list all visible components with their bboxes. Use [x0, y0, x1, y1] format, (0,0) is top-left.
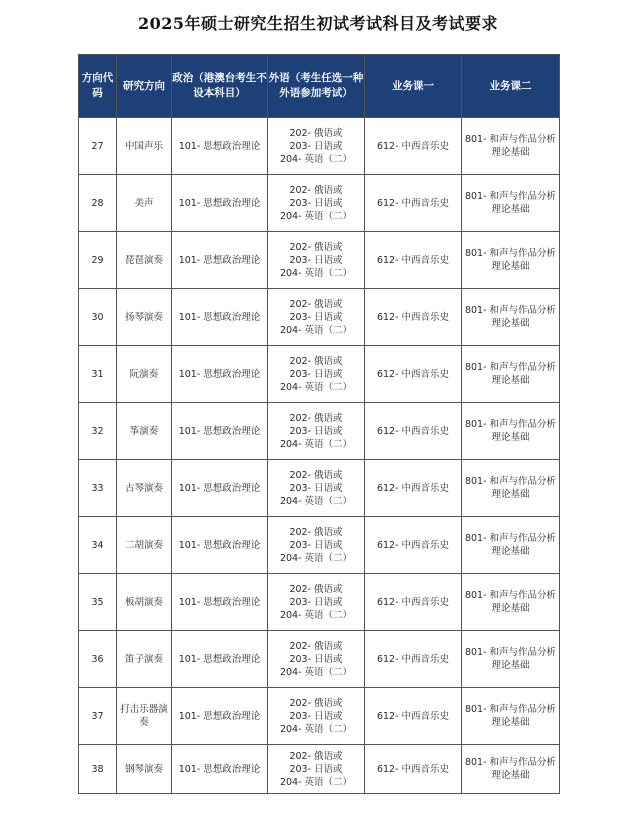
cell-politics: 101- 思想政治理论	[172, 688, 268, 745]
language-options	[280, 640, 352, 679]
table-row	[79, 517, 560, 574]
language-option: 203- 日语或	[289, 763, 343, 775]
table-row	[79, 175, 560, 232]
language-options	[280, 184, 352, 223]
language-options	[280, 526, 352, 565]
cell-language	[268, 289, 365, 346]
cell-code: 30	[79, 289, 117, 346]
table-body	[79, 118, 560, 794]
language-option: 202- 俄语或	[289, 583, 343, 595]
table-row	[79, 631, 560, 688]
language-option: 202- 俄语或	[289, 469, 343, 481]
language-options	[280, 127, 352, 166]
language-options	[280, 355, 352, 394]
cell-politics: 101- 思想政治理论	[172, 118, 268, 175]
language-option: 203- 日语或	[289, 311, 343, 323]
language-option: 204- 英语（二）	[279, 267, 353, 279]
header-professional-two: 业务课二	[462, 55, 560, 118]
language-option: 202- 俄语或	[289, 412, 343, 424]
cell-professional-two: 801- 和声与作品分析理论基础	[462, 175, 560, 232]
cell-politics: 101- 思想政治理论	[172, 745, 268, 794]
language-option: 203- 日语或	[289, 653, 343, 665]
cell-professional-one: 612- 中西音乐史	[365, 289, 462, 346]
cell-politics: 101- 思想政治理论	[172, 289, 268, 346]
language-option: 203- 日语或	[289, 596, 343, 608]
cell-professional-one: 612- 中西音乐史	[365, 460, 462, 517]
cell-code: 37	[79, 688, 117, 745]
cell-direction: 打击乐器演奏	[117, 688, 172, 745]
language-option: 202- 俄语或	[289, 697, 343, 709]
language-options	[280, 583, 352, 622]
table-row	[79, 574, 560, 631]
language-option: 203- 日语或	[289, 710, 343, 722]
cell-professional-one: 612- 中西音乐史	[365, 346, 462, 403]
table-row	[79, 745, 560, 794]
language-options	[280, 241, 352, 280]
cell-professional-two: 801- 和声与作品分析理论基础	[462, 403, 560, 460]
cell-professional-two: 801- 和声与作品分析理论基础	[462, 460, 560, 517]
language-option: 203- 日语或	[289, 368, 343, 380]
cell-code: 36	[79, 631, 117, 688]
header-code: 方向代码	[79, 55, 117, 118]
cell-professional-two: 801- 和声与作品分析理论基础	[462, 118, 560, 175]
language-option: 204- 英语（二）	[279, 381, 353, 393]
cell-professional-two: 801- 和声与作品分析理论基础	[462, 517, 560, 574]
header-language: 外语（考生任选一种外语参加考试）	[268, 55, 365, 118]
language-option: 202- 俄语或	[289, 298, 343, 310]
cell-language	[268, 745, 365, 794]
language-option: 203- 日语或	[289, 482, 343, 494]
cell-code: 31	[79, 346, 117, 403]
cell-professional-one: 612- 中西音乐史	[365, 118, 462, 175]
cell-professional-one: 612- 中西音乐史	[365, 517, 462, 574]
language-option: 202- 俄语或	[289, 184, 343, 196]
language-option: 204- 英语（二）	[279, 723, 353, 735]
language-option: 203- 日语或	[289, 140, 343, 152]
header-direction: 研究方向	[117, 55, 172, 118]
language-option: 203- 日语或	[289, 197, 343, 209]
cell-language	[268, 631, 365, 688]
table-header-row	[79, 55, 560, 118]
exam-subjects-table	[78, 54, 560, 794]
language-option: 203- 日语或	[289, 425, 343, 437]
cell-direction: 古琴演奏	[117, 460, 172, 517]
cell-politics: 101- 思想政治理论	[172, 232, 268, 289]
cell-professional-one: 612- 中西音乐史	[365, 232, 462, 289]
cell-language	[268, 232, 365, 289]
table-row	[79, 289, 560, 346]
cell-politics: 101- 思想政治理论	[172, 631, 268, 688]
cell-language	[268, 460, 365, 517]
cell-language	[268, 688, 365, 745]
header-professional-one: 业务课一	[365, 55, 462, 118]
language-options	[280, 412, 352, 451]
table-row	[79, 688, 560, 745]
cell-professional-two: 801- 和声与作品分析理论基础	[462, 289, 560, 346]
cell-politics: 101- 思想政治理论	[172, 346, 268, 403]
cell-professional-one: 612- 中西音乐史	[365, 631, 462, 688]
table-row	[79, 232, 560, 289]
page-title: 2025年硕士研究生招生初试考试科目及考试要求	[137, 14, 499, 33]
cell-politics: 101- 思想政治理论	[172, 517, 268, 574]
language-option: 202- 俄语或	[289, 241, 343, 253]
cell-professional-one: 612- 中西音乐史	[365, 574, 462, 631]
cell-code: 29	[79, 232, 117, 289]
cell-language	[268, 574, 365, 631]
cell-politics: 101- 思想政治理论	[172, 175, 268, 232]
cell-language	[268, 118, 365, 175]
cell-language	[268, 346, 365, 403]
language-option: 204- 英语（二）	[279, 153, 353, 165]
language-options	[280, 298, 352, 337]
cell-professional-two: 801- 和声与作品分析理论基础	[462, 574, 560, 631]
table-row	[79, 403, 560, 460]
cell-code: 32	[79, 403, 117, 460]
cell-professional-two: 801- 和声与作品分析理论基础	[462, 346, 560, 403]
cell-direction: 扬琴演奏	[117, 289, 172, 346]
language-option: 203- 日语或	[289, 539, 343, 551]
cell-code: 27	[79, 118, 117, 175]
language-option: 202- 俄语或	[289, 355, 343, 367]
language-options	[280, 697, 352, 736]
cell-language	[268, 175, 365, 232]
cell-professional-two: 801- 和声与作品分析理论基础	[462, 631, 560, 688]
language-options	[280, 750, 352, 789]
cell-direction: 美声	[117, 175, 172, 232]
cell-direction: 筝演奏	[117, 403, 172, 460]
cell-professional-two: 801- 和声与作品分析理论基础	[462, 688, 560, 745]
cell-politics: 101- 思想政治理论	[172, 460, 268, 517]
language-option: 204- 英语（二）	[279, 495, 353, 507]
cell-code: 35	[79, 574, 117, 631]
language-option: 202- 俄语或	[289, 750, 343, 762]
language-option: 204- 英语（二）	[279, 666, 353, 678]
cell-direction: 钢琴演奏	[117, 745, 172, 794]
cell-professional-one: 612- 中西音乐史	[365, 688, 462, 745]
header-politics: 政治（港澳台考生不设本科目）	[172, 55, 268, 118]
cell-direction: 中国声乐	[117, 118, 172, 175]
cell-direction: 二胡演奏	[117, 517, 172, 574]
cell-code: 34	[79, 517, 117, 574]
language-option: 203- 日语或	[289, 254, 343, 266]
cell-code: 38	[79, 745, 117, 794]
language-option: 204- 英语（二）	[279, 438, 353, 450]
cell-professional-two: 801- 和声与作品分析理论基础	[462, 232, 560, 289]
language-option: 204- 英语（二）	[279, 552, 353, 564]
cell-direction: 琵琶演奏	[117, 232, 172, 289]
cell-professional-one: 612- 中西音乐史	[365, 175, 462, 232]
table-row	[79, 118, 560, 175]
language-option: 204- 英语（二）	[279, 776, 353, 788]
cell-code: 33	[79, 460, 117, 517]
cell-direction: 笛子演奏	[117, 631, 172, 688]
language-options	[280, 469, 352, 508]
language-option: 204- 英语（二）	[279, 210, 353, 222]
language-option: 202- 俄语或	[289, 127, 343, 139]
cell-code: 28	[79, 175, 117, 232]
cell-direction: 阮演奏	[117, 346, 172, 403]
cell-language	[268, 517, 365, 574]
cell-professional-one: 612- 中西音乐史	[365, 403, 462, 460]
language-option: 202- 俄语或	[289, 526, 343, 538]
cell-politics: 101- 思想政治理论	[172, 574, 268, 631]
cell-direction: 板胡演奏	[117, 574, 172, 631]
cell-politics: 101- 思想政治理论	[172, 403, 268, 460]
cell-language	[268, 403, 365, 460]
table-row	[79, 460, 560, 517]
table-row	[79, 346, 560, 403]
language-option: 204- 英语（二）	[279, 324, 353, 336]
language-option: 204- 英语（二）	[279, 609, 353, 621]
cell-professional-two: 801- 和声与作品分析理论基础	[462, 745, 560, 794]
language-option: 202- 俄语或	[289, 640, 343, 652]
cell-professional-one: 612- 中西音乐史	[365, 745, 462, 794]
